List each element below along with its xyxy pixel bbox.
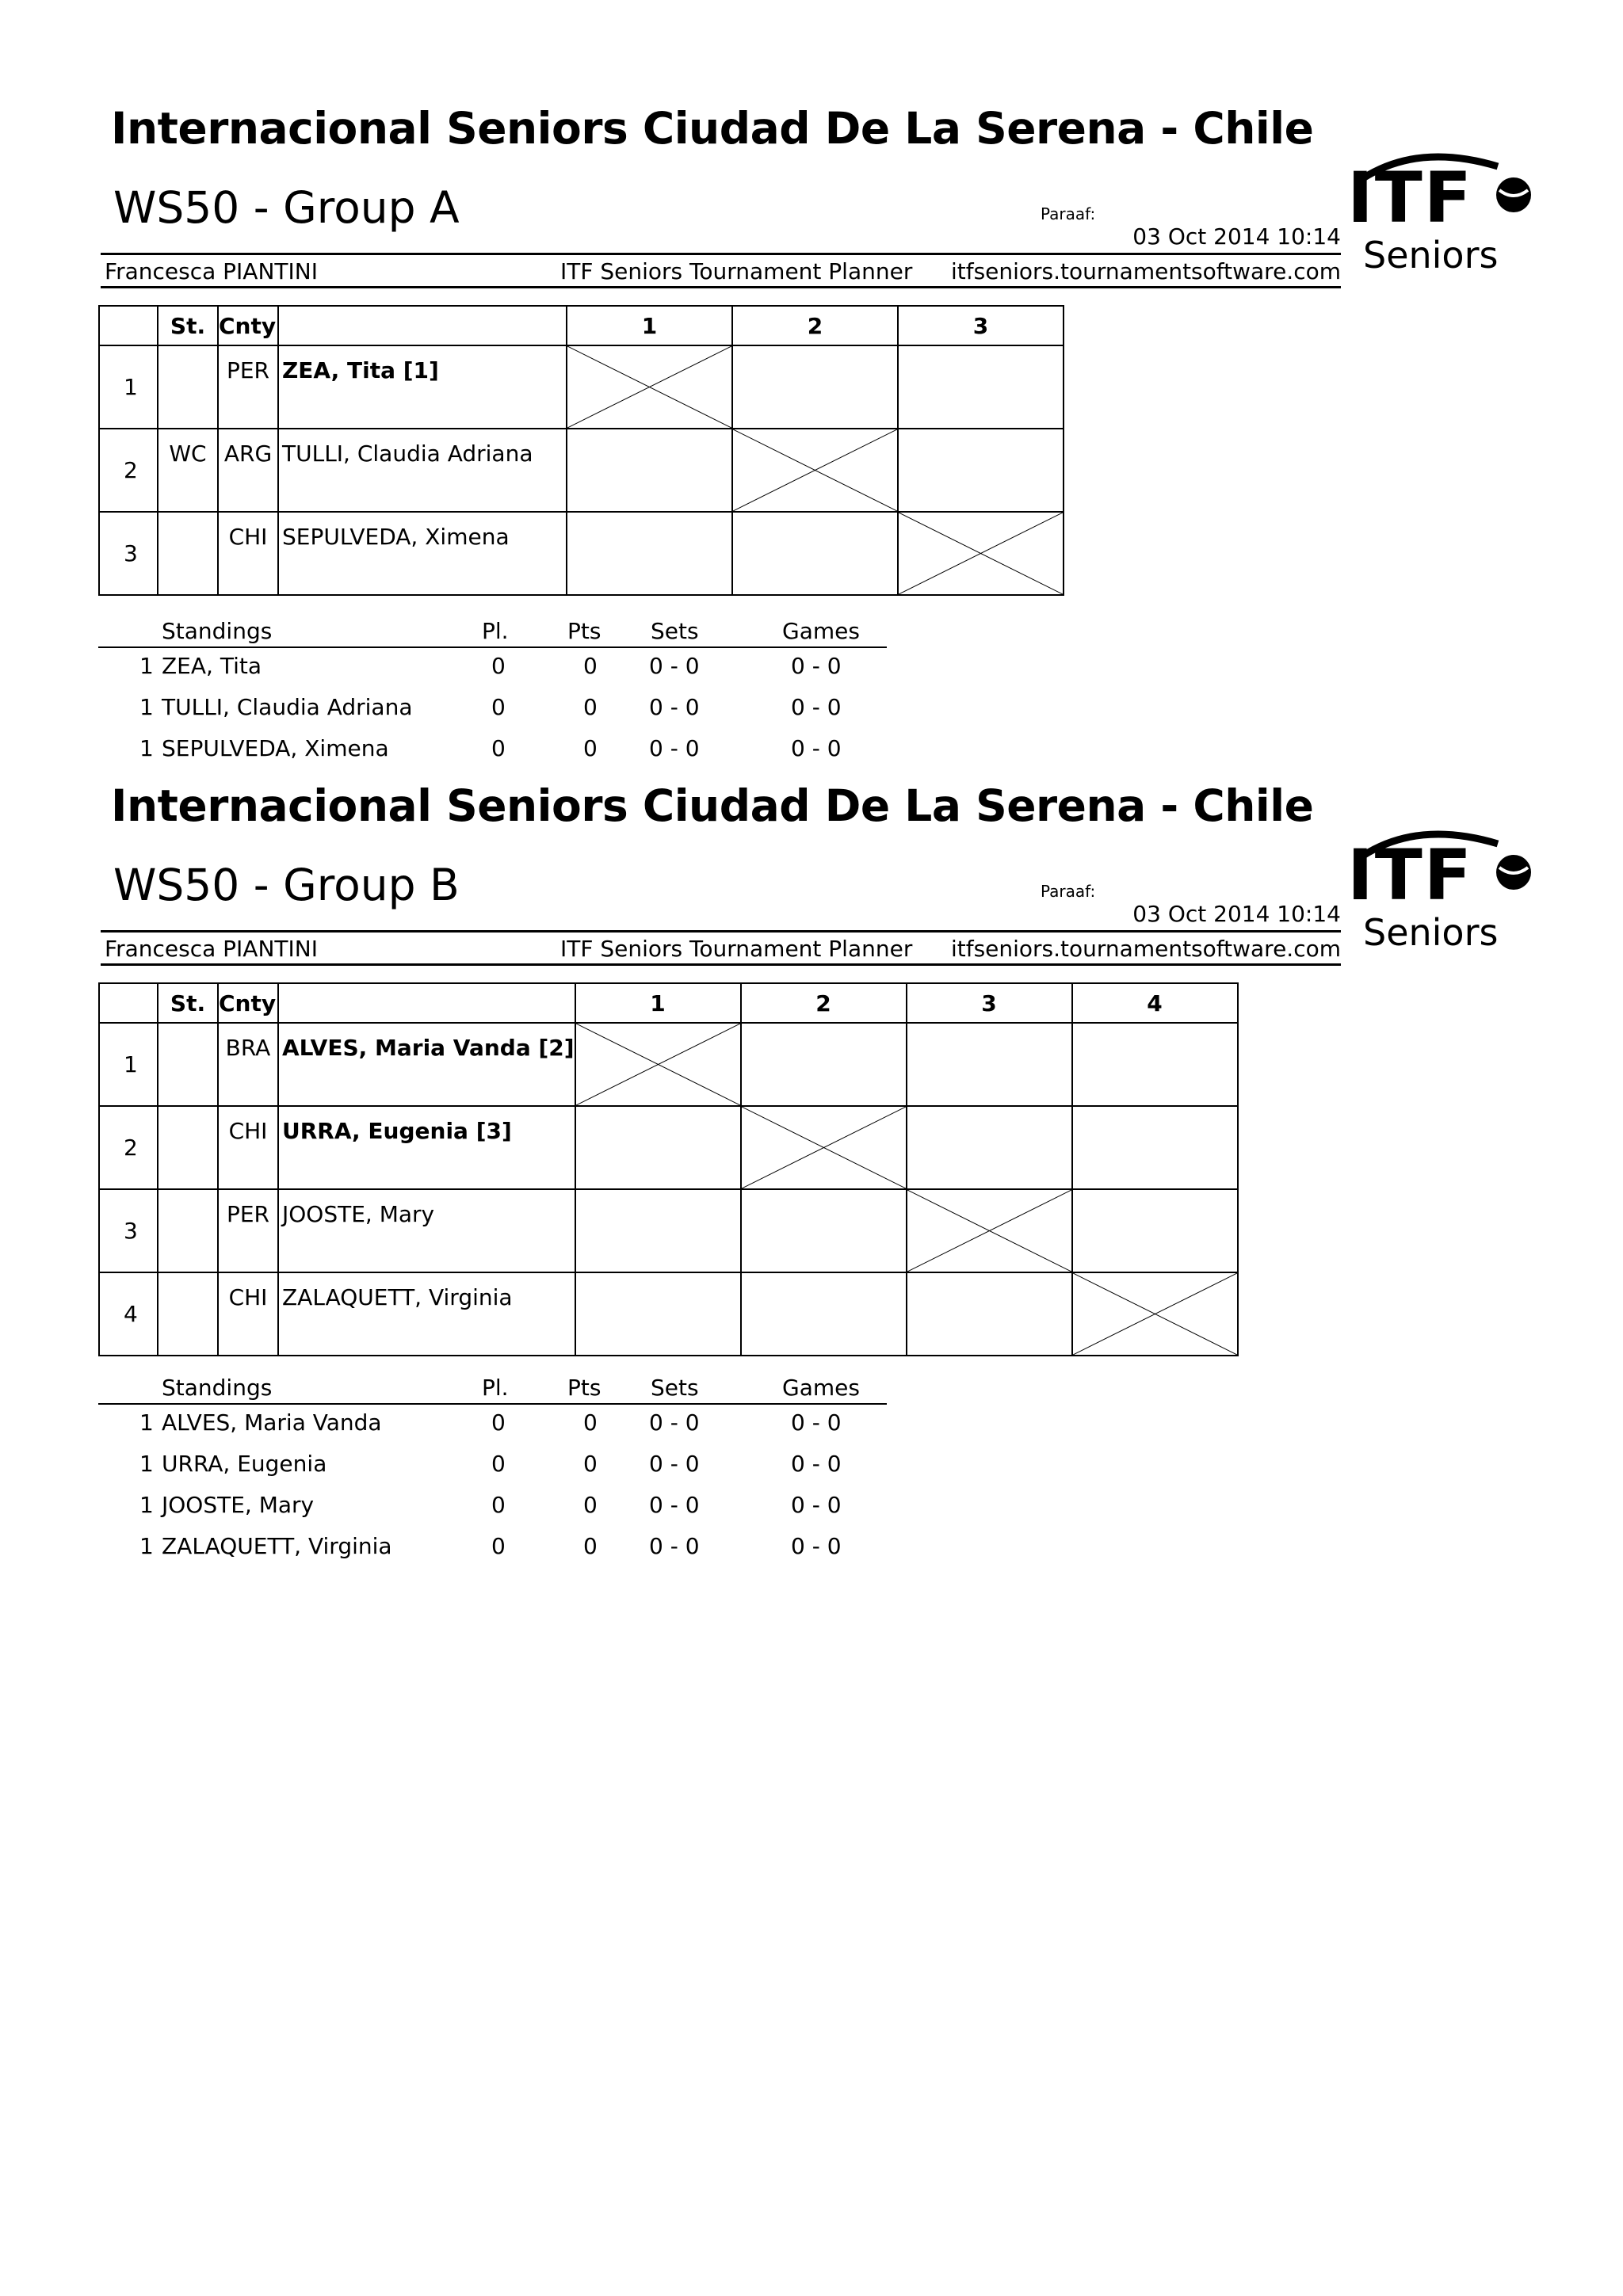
col-header-2: 2 bbox=[732, 306, 898, 345]
standings-header-row bbox=[98, 1375, 887, 1405]
standings-games: 0 - 0 bbox=[791, 1409, 842, 1436]
itf-seniors-logo bbox=[1347, 135, 1537, 277]
match-result-cell[interactable] bbox=[575, 1272, 741, 1356]
player-name[interactable]: TULLI, Claudia Adriana bbox=[278, 429, 567, 512]
standings-pts: 0 bbox=[583, 1451, 598, 1477]
self-match-cell bbox=[898, 512, 1064, 595]
self-match-cell bbox=[567, 345, 732, 429]
match-result-cell[interactable] bbox=[575, 1189, 741, 1272]
player-name[interactable]: ALVES, Maria Vanda [2] bbox=[278, 1023, 575, 1106]
col-header-2: 2 bbox=[741, 983, 907, 1023]
pos-header bbox=[99, 983, 158, 1023]
print-datetime: 03 Oct 2014 10:14 bbox=[1132, 901, 1341, 927]
match-result-cell[interactable] bbox=[907, 1106, 1072, 1189]
name-header bbox=[278, 306, 567, 345]
standings-name: ALVES, Maria Vanda bbox=[162, 1409, 382, 1436]
standings-games: 0 - 0 bbox=[791, 694, 842, 720]
standings-pl: 0 bbox=[491, 1409, 506, 1436]
header-divider-bottom bbox=[101, 286, 1341, 288]
match-result-cell[interactable] bbox=[1072, 1189, 1238, 1272]
standings-pl: 0 bbox=[491, 735, 506, 761]
pts-header: Pts bbox=[567, 1375, 601, 1401]
standings-name: SEPULVEDA, Ximena bbox=[162, 735, 389, 761]
table-row bbox=[99, 1106, 1238, 1189]
player-name[interactable]: SEPULVEDA, Ximena bbox=[278, 512, 567, 595]
standings-pl: 0 bbox=[491, 1492, 506, 1518]
self-match-cell bbox=[732, 429, 898, 512]
standings-row bbox=[98, 653, 887, 694]
standings-header: Standings bbox=[162, 1375, 273, 1401]
table-row bbox=[99, 512, 1064, 595]
table-row bbox=[99, 345, 1064, 429]
player-country: CHI bbox=[218, 512, 278, 595]
player-status bbox=[158, 1272, 218, 1356]
standings-row bbox=[98, 1451, 887, 1492]
col-header-3: 3 bbox=[907, 983, 1072, 1023]
standings-sets: 0 - 0 bbox=[649, 653, 700, 679]
self-match-cell bbox=[1072, 1272, 1238, 1356]
player-country: BRA bbox=[218, 1023, 278, 1106]
standings-pts: 0 bbox=[583, 1409, 598, 1436]
planner-label: ITF Seniors Tournament Planner bbox=[560, 936, 913, 962]
player-country: ARG bbox=[218, 429, 278, 512]
pts-header: Pts bbox=[567, 618, 601, 644]
player-position: 1 bbox=[99, 1023, 158, 1106]
sets-header: Sets bbox=[651, 618, 699, 644]
tournament-title: Internacional Seniors Ciudad De La Serena - Chile bbox=[111, 780, 1314, 831]
standings-rank: 1 bbox=[139, 694, 154, 720]
match-result-cell[interactable] bbox=[567, 512, 732, 595]
player-status bbox=[158, 345, 218, 429]
match-result-cell[interactable] bbox=[907, 1272, 1072, 1356]
standings-name: URRA, Eugenia bbox=[162, 1451, 327, 1477]
standings-sets: 0 - 0 bbox=[649, 1451, 700, 1477]
group-draw-table bbox=[98, 982, 1239, 1356]
self-match-cell bbox=[741, 1106, 907, 1189]
player-country: CHI bbox=[218, 1106, 278, 1189]
standings-sets: 0 - 0 bbox=[649, 694, 700, 720]
standings-row bbox=[98, 735, 887, 776]
player-name[interactable]: ZALAQUETT, Virginia bbox=[278, 1272, 575, 1356]
games-header: Games bbox=[782, 1375, 860, 1401]
pl-header: Pl. bbox=[482, 618, 509, 644]
match-result-cell[interactable] bbox=[898, 345, 1064, 429]
player-country: PER bbox=[218, 1189, 278, 1272]
referee-name: Francesca PIANTINI bbox=[105, 258, 318, 284]
st-header: St. bbox=[158, 306, 218, 345]
standings-games: 0 - 0 bbox=[791, 1451, 842, 1477]
standings-games: 0 - 0 bbox=[791, 1533, 842, 1559]
table-row bbox=[99, 1023, 1238, 1106]
name-header bbox=[278, 983, 575, 1023]
standings-pts: 0 bbox=[583, 1533, 598, 1559]
match-result-cell[interactable] bbox=[575, 1106, 741, 1189]
col-header-4: 4 bbox=[1072, 983, 1238, 1023]
header-divider-top bbox=[101, 253, 1341, 255]
standings-pl: 0 bbox=[491, 694, 506, 720]
match-result-cell[interactable] bbox=[898, 429, 1064, 512]
group-subtitle: WS50 - Group A bbox=[113, 182, 460, 233]
player-name[interactable]: URRA, Eugenia [3] bbox=[278, 1106, 575, 1189]
standings-sets: 0 - 0 bbox=[649, 1409, 700, 1436]
pl-header: Pl. bbox=[482, 1375, 509, 1401]
logo-seniors-text: Seniors bbox=[1363, 911, 1499, 954]
col-header-1: 1 bbox=[575, 983, 741, 1023]
standings-rank: 1 bbox=[139, 1451, 154, 1477]
match-result-cell[interactable] bbox=[1072, 1106, 1238, 1189]
player-name[interactable]: ZEA, Tita [1] bbox=[278, 345, 567, 429]
self-match-cell bbox=[575, 1023, 741, 1106]
draw-header-row bbox=[99, 306, 1064, 345]
print-datetime: 03 Oct 2014 10:14 bbox=[1132, 223, 1341, 250]
standings-header-row bbox=[98, 618, 887, 648]
standings-name: ZALAQUETT, Virginia bbox=[162, 1533, 392, 1559]
standings-name: JOOSTE, Mary bbox=[162, 1492, 315, 1518]
player-status bbox=[158, 1106, 218, 1189]
player-status bbox=[158, 1023, 218, 1106]
standings-row bbox=[98, 1409, 887, 1451]
match-result-cell[interactable] bbox=[741, 1272, 907, 1356]
standings-pts: 0 bbox=[583, 694, 598, 720]
match-result-cell[interactable] bbox=[732, 512, 898, 595]
cnty-header: Cnty bbox=[218, 983, 278, 1023]
header-divider-top bbox=[101, 930, 1341, 933]
paraaf-label: Paraaf: bbox=[1041, 882, 1096, 901]
website-link[interactable]: itfseniors.tournamentsoftware.com bbox=[950, 258, 1341, 284]
col-header-1: 1 bbox=[567, 306, 732, 345]
itf-seniors-logo bbox=[1347, 812, 1537, 955]
standings-row bbox=[98, 1533, 887, 1574]
pos-header bbox=[99, 306, 158, 345]
player-position: 3 bbox=[99, 512, 158, 595]
standings-games: 0 - 0 bbox=[791, 653, 842, 679]
player-country: PER bbox=[218, 345, 278, 429]
player-status bbox=[158, 512, 218, 595]
standings-rank: 1 bbox=[139, 653, 154, 679]
group-draw-table bbox=[98, 305, 1064, 596]
table-row bbox=[99, 1272, 1238, 1356]
player-status bbox=[158, 1189, 218, 1272]
standings-pts: 0 bbox=[583, 1492, 598, 1518]
referee-name: Francesca PIANTINI bbox=[105, 936, 318, 962]
paraaf-label: Paraaf: bbox=[1041, 204, 1096, 223]
standings-header: Standings bbox=[162, 618, 273, 644]
logo-seniors-text: Seniors bbox=[1363, 234, 1499, 277]
match-result-cell[interactable] bbox=[732, 345, 898, 429]
standings-rank: 1 bbox=[139, 735, 154, 761]
standings-rank: 1 bbox=[139, 1492, 154, 1518]
standings-row bbox=[98, 694, 887, 735]
match-result-cell[interactable] bbox=[1072, 1023, 1238, 1106]
player-status: WC bbox=[158, 429, 218, 512]
standings-row bbox=[98, 1492, 887, 1533]
col-header-3: 3 bbox=[898, 306, 1064, 345]
standings-rank: 1 bbox=[139, 1533, 154, 1559]
table-row bbox=[99, 429, 1064, 512]
standings-pl: 0 bbox=[491, 1533, 506, 1559]
website-link[interactable]: itfseniors.tournamentsoftware.com bbox=[950, 936, 1341, 962]
standings-rank: 1 bbox=[139, 1409, 154, 1436]
player-name[interactable]: JOOSTE, Mary bbox=[278, 1189, 575, 1272]
draw-header-row bbox=[99, 983, 1238, 1023]
player-position: 4 bbox=[99, 1272, 158, 1356]
standings-games: 0 - 0 bbox=[791, 1492, 842, 1518]
match-result-cell[interactable] bbox=[907, 1023, 1072, 1106]
match-result-cell[interactable] bbox=[741, 1023, 907, 1106]
standings-sets: 0 - 0 bbox=[649, 735, 700, 761]
planner-label: ITF Seniors Tournament Planner bbox=[560, 258, 913, 284]
player-position: 1 bbox=[99, 345, 158, 429]
st-header: St. bbox=[158, 983, 218, 1023]
self-match-cell bbox=[907, 1189, 1072, 1272]
cnty-header: Cnty bbox=[218, 306, 278, 345]
sets-header: Sets bbox=[651, 1375, 699, 1401]
standings-sets: 0 - 0 bbox=[649, 1492, 700, 1518]
group-subtitle: WS50 - Group B bbox=[113, 860, 460, 910]
standings-name: ZEA, Tita bbox=[162, 653, 262, 679]
header-divider-bottom bbox=[101, 963, 1341, 966]
match-result-cell[interactable] bbox=[567, 429, 732, 512]
tournament-title: Internacional Seniors Ciudad De La Serena - Chile bbox=[111, 103, 1314, 154]
player-position: 3 bbox=[99, 1189, 158, 1272]
match-result-cell[interactable] bbox=[741, 1189, 907, 1272]
standings-sets: 0 - 0 bbox=[649, 1533, 700, 1559]
standings-pts: 0 bbox=[583, 735, 598, 761]
logo-itf-text: ITF bbox=[1347, 157, 1473, 238]
player-position: 2 bbox=[99, 429, 158, 512]
player-country: CHI bbox=[218, 1272, 278, 1356]
standings-pts: 0 bbox=[583, 653, 598, 679]
standings-pl: 0 bbox=[491, 653, 506, 679]
player-position: 2 bbox=[99, 1106, 158, 1189]
table-row bbox=[99, 1189, 1238, 1272]
games-header: Games bbox=[782, 618, 860, 644]
standings-name: TULLI, Claudia Adriana bbox=[162, 694, 413, 720]
logo-itf-text: ITF bbox=[1347, 834, 1473, 916]
standings-pl: 0 bbox=[491, 1451, 506, 1477]
standings-games: 0 - 0 bbox=[791, 735, 842, 761]
